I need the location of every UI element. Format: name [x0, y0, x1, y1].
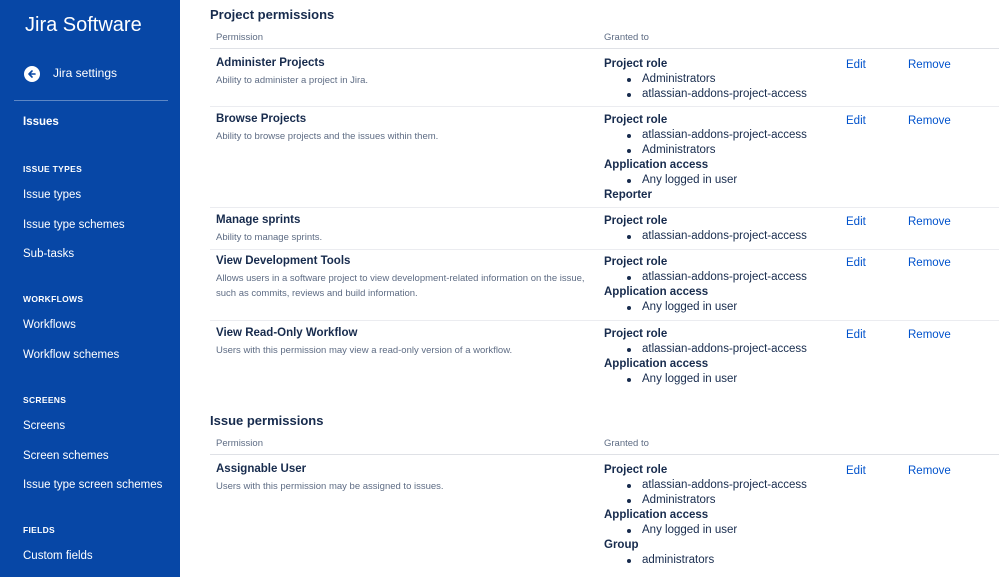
edit-link[interactable]: Edit	[846, 465, 866, 477]
sidebar-section-fields: FIELDS	[23, 525, 56, 535]
grant-entry: Any logged in user	[604, 372, 834, 387]
row-divider	[210, 320, 999, 321]
column-header-permission: Permission	[216, 32, 263, 43]
remove-link[interactable]: Remove	[908, 216, 951, 228]
sidebar-item-workflows[interactable]: Workflows	[23, 319, 76, 331]
sidebar-section-workflows: WORKFLOWS	[23, 294, 84, 304]
sidebar-item-issue-type-schemes[interactable]: Issue type schemes	[23, 219, 125, 231]
permission-name: View Read-Only Workflow	[216, 327, 358, 339]
permission-name: Manage sprints	[216, 214, 301, 226]
permission-description: Allows users in a software project to view development-related information on the issue, such as commits, reviews and build information.	[216, 273, 585, 299]
sidebar-item-custom-fields[interactable]: Custom fields	[23, 550, 93, 562]
sidebar-item-workflow-schemes[interactable]: Workflow schemes	[23, 349, 120, 361]
grant-entry: atlassian-addons-project-access	[604, 342, 834, 357]
grant-entry: Any logged in user	[604, 173, 834, 188]
granted-to-list	[604, 113, 834, 203]
table-header-divider	[210, 454, 999, 455]
column-header-granted-to: Granted to	[604, 438, 649, 449]
grant-type-heading: Project role	[604, 114, 668, 126]
sidebar-section-screens: SCREENS	[23, 395, 67, 405]
permission-description: Users with this permission may be assigned to issues.	[216, 481, 444, 492]
grant-type-heading: Application access	[604, 159, 709, 171]
row-divider	[210, 106, 999, 107]
grant-entry: Administrators	[604, 143, 834, 158]
grant-type-heading: Reporter	[604, 189, 652, 201]
grant-entry: Any logged in user	[604, 523, 834, 538]
grant-type-heading: Project role	[604, 464, 668, 476]
remove-link[interactable]: Remove	[908, 59, 951, 71]
granted-to-list	[604, 463, 834, 568]
grant-type-heading: Project role	[604, 58, 668, 70]
sidebar-item-issue-type-screen-schemes[interactable]: Issue type screen schemes	[23, 479, 163, 491]
arrow-left-icon[interactable]	[24, 66, 40, 82]
edit-link[interactable]: Edit	[846, 59, 866, 71]
grant-type-heading: Application access	[604, 358, 709, 370]
sidebar-item-issues[interactable]: Issues	[23, 116, 59, 128]
grant-type-heading: Project role	[604, 328, 668, 340]
grant-entry: atlassian-addons-project-access	[604, 229, 834, 244]
back-label[interactable]: Jira settings	[53, 66, 118, 80]
sidebar-item-screens[interactable]: Screens	[23, 420, 66, 432]
permission-description: Ability to manage sprints.	[216, 232, 323, 243]
grant-type-heading: Group	[604, 539, 639, 551]
grant-entry: Any logged in user	[604, 300, 834, 315]
edit-link[interactable]: Edit	[846, 216, 866, 228]
grant-entry: administrators	[604, 553, 834, 568]
permission-name: View Development Tools	[216, 255, 351, 267]
grant-type-heading: Application access	[604, 509, 709, 521]
sidebar-item-issue-types[interactable]: Issue types	[23, 189, 82, 201]
grant-type-heading: Project role	[604, 256, 668, 268]
sidebar-item-screen-schemes[interactable]: Screen schemes	[23, 450, 109, 462]
remove-link[interactable]: Remove	[908, 115, 951, 127]
permission-name: Browse Projects	[216, 113, 307, 125]
grant-entry: atlassian-addons-project-access	[604, 270, 834, 285]
grant-entry: Administrators	[604, 493, 834, 508]
row-divider	[210, 249, 999, 250]
remove-link[interactable]: Remove	[908, 465, 951, 477]
app-brand[interactable]: Jira Software	[25, 14, 142, 36]
grant-entry: atlassian-addons-project-access	[604, 478, 834, 493]
permission-name: Administer Projects	[216, 57, 325, 69]
grant-type-heading: Project role	[604, 215, 668, 227]
permission-description: Ability to browse projects and the issues within them.	[216, 131, 439, 142]
sidebar-section-issue-types: ISSUE TYPES	[23, 164, 83, 174]
back-to-jira-settings[interactable]	[24, 65, 118, 83]
column-header-granted-to: Granted to	[604, 32, 649, 43]
column-header-permission: Permission	[216, 438, 263, 449]
grant-type-heading: Application access	[604, 286, 709, 298]
project-permissions-title: Project permissions	[210, 7, 335, 22]
sidebar	[0, 0, 180, 577]
row-divider	[210, 207, 999, 208]
sidebar-divider	[14, 100, 168, 101]
granted-to-list	[604, 255, 834, 315]
edit-link[interactable]: Edit	[846, 329, 866, 341]
edit-link[interactable]: Edit	[846, 257, 866, 269]
permission-description: Ability to administer a project in Jira.	[216, 75, 369, 86]
sidebar-item-sub-tasks[interactable]: Sub-tasks	[23, 248, 75, 260]
grant-entry: Administrators	[604, 72, 834, 87]
permission-name: Assignable User	[216, 463, 307, 475]
grant-entry: atlassian-addons-project-access	[604, 87, 834, 102]
main-content	[180, 0, 999, 577]
granted-to-list	[604, 214, 834, 244]
edit-link[interactable]: Edit	[846, 115, 866, 127]
issue-permissions-title: Issue permissions	[210, 413, 324, 428]
grant-entry: atlassian-addons-project-access	[604, 128, 834, 143]
granted-to-list	[604, 57, 834, 102]
granted-to-list	[604, 327, 834, 387]
permission-description: Users with this permission may view a read-only version of a workflow.	[216, 345, 513, 356]
remove-link[interactable]: Remove	[908, 329, 951, 341]
remove-link[interactable]: Remove	[908, 257, 951, 269]
table-header-divider	[210, 48, 999, 49]
